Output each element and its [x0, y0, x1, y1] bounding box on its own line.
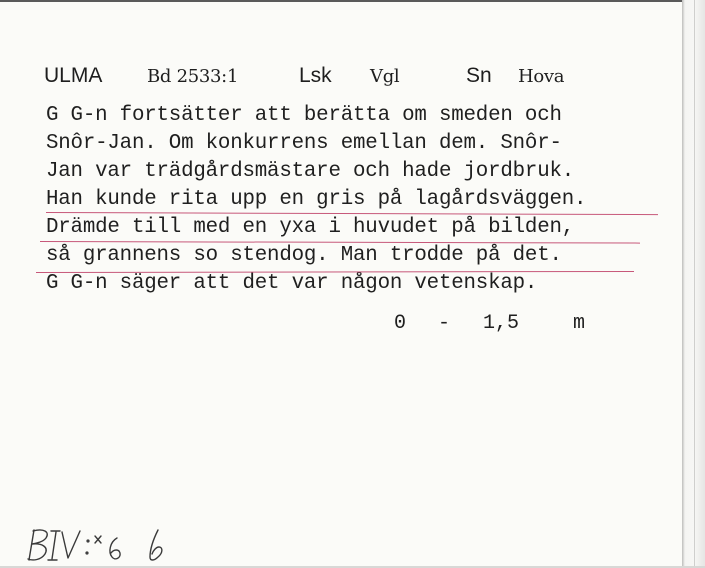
- transcription-text: [46, 102, 666, 298]
- measure-from: 0: [394, 312, 407, 335]
- text-line: så grannens so stendog. Man trodde på det.: [46, 244, 562, 267]
- text-line: Jan var trädgårdsmästare och hade jordbruk.: [46, 160, 575, 183]
- measure-unit: m: [573, 312, 586, 335]
- record-number: Bd 2533:1: [147, 66, 239, 87]
- archive-name: ULMA: [44, 64, 103, 87]
- handwritten-shelf-mark: [26, 526, 196, 568]
- card-header: [0, 62, 682, 92]
- text-line: G G-n fortsätter att berätta om smeden och: [46, 104, 562, 127]
- text-line: Snôr-Jan. Om konkurrens emellan dem. Snôr-: [46, 132, 562, 155]
- landskap-value: Vgl: [370, 66, 400, 87]
- socken-value: Hova: [518, 66, 565, 87]
- socken-label: Sn: [466, 64, 492, 87]
- card-edge-line: [694, 0, 695, 566]
- landskap-label: Lsk: [299, 64, 332, 87]
- text-line: G G-n säger att det var någon vetenskap.: [46, 272, 538, 295]
- text-line: Han kunde rita upp en gris på lagårdsväggen.: [46, 188, 587, 211]
- text-line: Drämde till med en yxa i huvudet på bilden,: [46, 216, 575, 239]
- measure-dash: -: [438, 312, 451, 335]
- measure-to: 1,5: [483, 312, 520, 335]
